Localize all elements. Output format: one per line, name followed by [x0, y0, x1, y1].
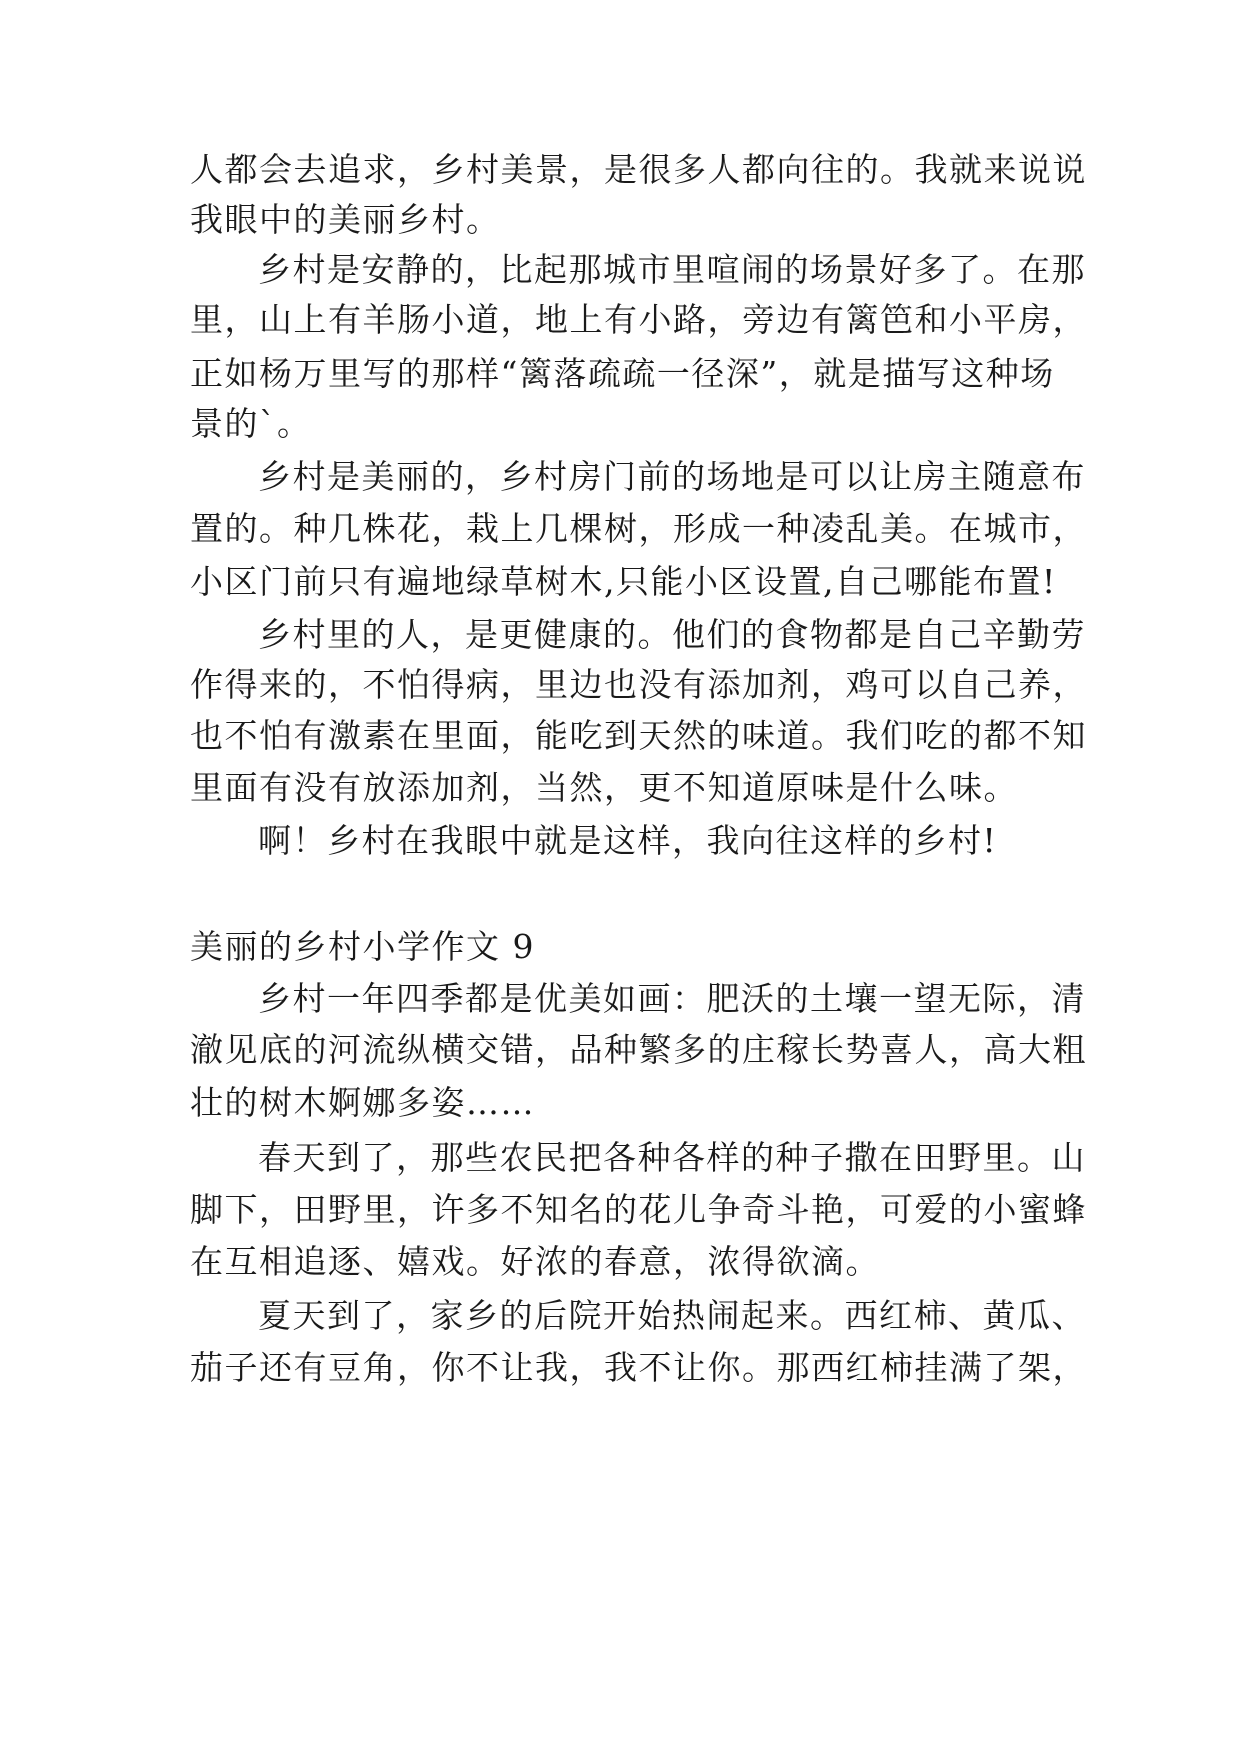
text-line: 壮的树木婀娜多姿……: [190, 1083, 535, 1122]
text-line: 也不怕有激素在里面，能吃到天然的味道。我们吃的都不知: [190, 716, 1087, 755]
text-line: 小区门前只有遍地绿草树木,只能小区设置,自己哪能布置!: [190, 562, 1057, 601]
text-line: 人都会去追求，乡村美景，是很多人都向往的。我就来说说: [190, 150, 1087, 189]
section-heading: 美丽的乡村小学作文 9: [190, 927, 535, 966]
paragraph-start-line: 乡村一年四季都是优美如画：肥沃的土壤一望无际，清: [258, 979, 1086, 1018]
text-line: 茄子还有豆角，你不让我，我不让你。那西红柿挂满了架，: [190, 1348, 1087, 1387]
text-line: 澈见底的河流纵横交错，品种繁多的庄稼长势喜人，高大粗: [190, 1030, 1087, 1069]
paragraph-start-line: 乡村是安静的，比起那城市里喧闹的场景好多了。在那: [258, 250, 1086, 289]
paragraph-start-line: 乡村里的人，是更健康的。他们的食物都是自己辛勤劳: [258, 615, 1086, 654]
text-line: 正如杨万里写的那样“篱落疏疏一径深”，就是描写这种场: [190, 354, 1055, 393]
paragraph-start-line: 啊！乡村在我眼中就是这样，我向往这样的乡村!: [258, 821, 998, 860]
text-line: 景的`。: [190, 404, 312, 443]
paragraph-start-line: 夏天到了，家乡的后院开始热闹起来。西红柿、黄瓜、: [258, 1296, 1086, 1335]
paragraph-start-line: 春天到了，那些农民把各种各样的种子撒在田野里。山: [258, 1138, 1086, 1177]
paragraph-start-line: 乡村是美丽的，乡村房门前的场地是可以让房主随意布: [258, 457, 1086, 496]
text-line: 里，山上有羊肠小道，地上有小路，旁边有篱笆和小平房，: [190, 300, 1087, 339]
text-line: 在互相追逐、嬉戏。好浓的春意，浓得欲滴。: [190, 1242, 880, 1281]
text-line: 作得来的，不怕得病，里边也没有添加剂，鸡可以自己养，: [190, 665, 1087, 704]
text-line: 里面有没有放添加剂，当然，更不知道原味是什么味。: [190, 768, 1018, 807]
text-line: 脚下，田野里，许多不知名的花儿争奇斗艳，可爱的小蜜蜂: [190, 1190, 1087, 1229]
text-line: 置的。种几株花，栽上几棵树，形成一种凌乱美。在城市，: [190, 509, 1087, 548]
text-line: 我眼中的美丽乡村。: [190, 200, 501, 239]
